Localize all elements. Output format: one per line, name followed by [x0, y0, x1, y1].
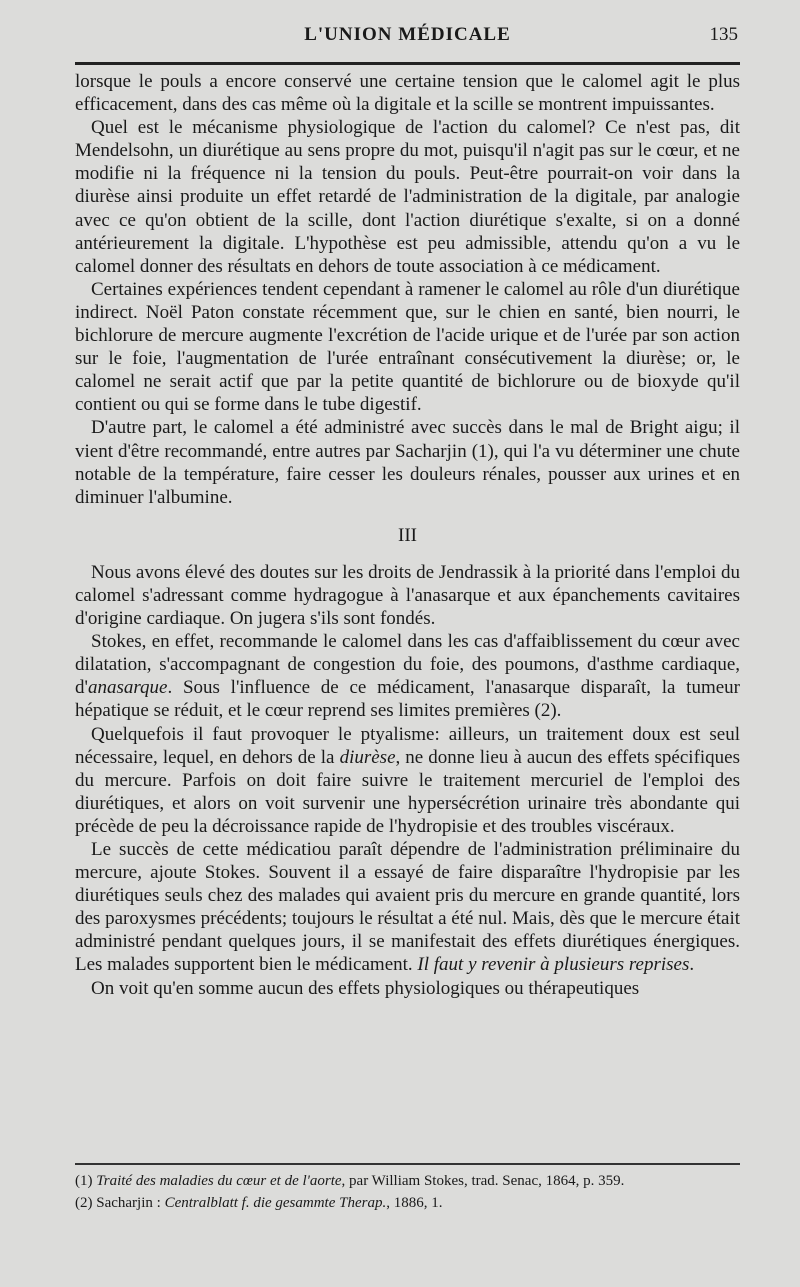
page-number: 135 — [709, 24, 738, 45]
paragraph-1: lorsque le pouls a encore conservé une certaine tension que le calomel agit le plus efficacement, dans des cas même où la digitale et la scille se montrent impuissantes. — [75, 71, 740, 116]
paragraph-8-emphasis: Il faut y revenir à plusieurs reprises — [417, 954, 690, 976]
paragraph-2: Quel est le mécanisme physiologique de l'action du calomel? Ce n'est pas, dit Mendelsohn, un diurétique au sens propre du mot, puisqu'il n'agit pas sur le cœur, et ne modifie ni la fréquence ni la tension du pouls. Peut-être pourrait-on voir dans la diurèse ainsi produite un effet retardé de l'administration de la digitale, par analogie avec ce qu'on obtient de la scille, dont l'action diurétique s'exalte, si on a donné antérieurement la digitale. L'hypothèse est peu admissible, attendu qu'on a vu le calomel donner des résultats en dehors de toute association à ce médicament. — [75, 117, 740, 277]
footnote-2-rest: , 1886, 1. — [386, 1195, 443, 1211]
paragraph-7-part-a: Quelquefois il faut provoquer le ptyalisme: ailleurs, un traitement doux est seul nécessaire, lequel, en dehors de la — [75, 723, 740, 768]
footnote-2-title: Centralblatt f. die gesammte Therap. — [164, 1195, 387, 1211]
paragraph-9: On voit qu'en somme aucun des effets physiologiques ou thérapeutiques — [91, 977, 640, 999]
section-number: III — [398, 524, 417, 546]
paragraph-3: Certaines expériences tendent cependant à ramener le calomel au rôle d'un diurétique indirect. Noël Paton constate récemment que, sur le chien en santé, bien nourri, le bichlorure de mercure augmente l'excrétion de l'acide urique et de l'urée par son action sur le foie, l'augmentation de l'urée entraînant consécutivement la diurèse; or, le calomel ne serait actif que par la petite quantité de bichlorure ou de bioxyde qu'il contient ou qui se forme dans le tube digestif. — [75, 278, 740, 416]
paragraph-8 — [75, 838, 740, 977]
running-title: L'UNION MÉDICALE — [304, 24, 511, 45]
paragraph-6-part-a: Stokes, en effet, recommande le calomel dans les cas d'affaiblissement du cœur avec dilatation, s'accompagnant de congestion du foie, des poumons, d'asthme cardiaque, d' — [75, 631, 740, 699]
paragraph-4: D'autre part, le calomel a été administré avec succès dans le mal de Bright aigu; il vient d'être recommandé, entre autres par Sacharjin (1), qui l'a vu déterminer une chute notable de la température, faire cesser les douleurs rénales, pousser aux urines et en diminuer l'albumine. — [75, 417, 740, 508]
footnote-1-rest: , par William Stokes, trad. Senac, 1864, p. 359. — [341, 1173, 625, 1189]
paragraph-7-emphasis: diurèse — [339, 746, 396, 768]
paragraph-8-part-a: Le succès de cette médicatiou paraît dépendre de l'administration préliminaire du mercure, ajoute Stokes. Souvent il a essayé de faire disparaître l'hydropisie par les diurétiques seuls chez des malades qui avaient pris du mercure en grande quantité, lors des paroxysmes précédents; toujours le résultat a été nul. Mais, dès que le mercure était administré pendant quelques jours, il se manifestait des effets diurétiques énergiques. Les malades supportent bien le médicament. — [75, 839, 740, 976]
paragraph-6 — [75, 630, 740, 722]
footnotes — [75, 1172, 740, 1216]
footnote-1-mark: (1) — [75, 1173, 97, 1189]
footnote-2 — [75, 1194, 740, 1213]
paragraph-8-part-b: . — [689, 954, 695, 976]
paragraph-6-emphasis: anasarque — [87, 677, 168, 699]
footnote-rule — [75, 1163, 740, 1165]
paragraph-7-part-b: , ne donne lieu à aucun des effets spécifiques du mercure. Parfois on doit faire suivre le traitement mercuriel de l'emploi des diurétiques, et alors on voit survenir une hypersécrétion urinaire très abondante qui précède de peu la décroissance rapide de l'hydropisie et des troubles viscéraux. — [75, 746, 741, 837]
footnote-1 — [75, 1172, 740, 1191]
footnote-2-mark: (2) Sacharjin : — [75, 1195, 165, 1211]
paragraph-5: Nous avons élevé des doutes sur les droits de Jendrassik à la priorité dans l'emploi du calomel s'adressant comme hydragogue à l'anasarque et aux épanchements cavitaires d'origine cardiaque. On jugera s'ils sont fondés. — [75, 561, 740, 630]
header-rule — [75, 62, 740, 65]
page-header — [75, 24, 740, 50]
footnote-1-title: Traité des maladies du cœur et de l'aorte — [96, 1173, 342, 1189]
body-text — [75, 70, 740, 1000]
paragraph-7 — [75, 723, 740, 838]
paragraph-6-part-b: . Sous l'influence de ce médicament, l'anasarque disparaît, la tumeur hépatique se réduit, et le cœur reprend ses limites premières (2). — [75, 677, 740, 722]
